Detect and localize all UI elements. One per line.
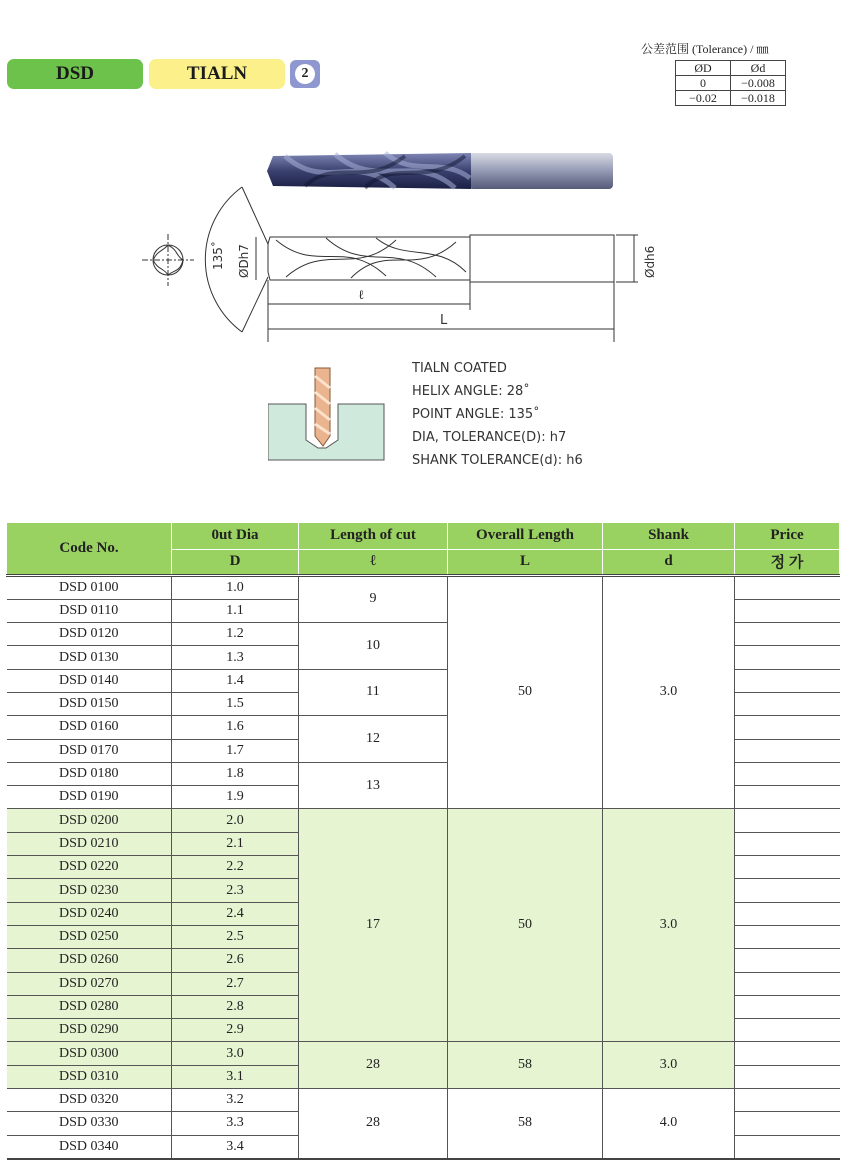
price-cell	[735, 1019, 840, 1042]
price-cell	[735, 879, 840, 902]
dia-cell: 2.4	[172, 902, 299, 925]
cut-cell: 28	[299, 1089, 448, 1159]
dia-cell: 3.0	[172, 1042, 299, 1065]
dia-cell: 2.6	[172, 949, 299, 972]
overall-length-label: L	[440, 313, 448, 328]
code-cell: DSD 0160	[7, 716, 172, 739]
price-cell	[735, 692, 840, 715]
dia-cell: 3.3	[172, 1112, 299, 1135]
dia-cell: 2.8	[172, 995, 299, 1018]
dia-cell: 2.0	[172, 809, 299, 832]
code-cell: DSD 0180	[7, 762, 172, 785]
dia-cell: 1.8	[172, 762, 299, 785]
shank-label: Ødh6	[643, 245, 657, 278]
workpiece-illustration	[268, 366, 386, 462]
price-cell	[735, 646, 840, 669]
code-cell: DSD 0110	[7, 599, 172, 622]
dia-label: ØDh7	[237, 244, 251, 278]
dia-cell: 2.3	[172, 879, 299, 902]
tolerance-caption: 公差范围 (Tolerance) / ㎜	[641, 42, 769, 56]
col-header-shank: Shank	[603, 523, 735, 550]
code-cell: DSD 0300	[7, 1042, 172, 1065]
badge-number: 2	[295, 64, 315, 84]
code-cell: DSD 0340	[7, 1135, 172, 1159]
cut-cell: 10	[299, 623, 448, 670]
col-header-overall: Overall Length	[448, 523, 603, 550]
price-cell	[735, 995, 840, 1018]
code-cell: DSD 0310	[7, 1065, 172, 1088]
spec-item: POINT ANGLE: 135˚	[412, 407, 540, 422]
price-cell	[735, 1112, 840, 1135]
overall-cell: 58	[448, 1042, 603, 1089]
col-sym-cut: ℓ	[299, 549, 448, 575]
price-cell	[735, 762, 840, 785]
col-header-code: Code No.	[7, 523, 172, 576]
price-cell	[735, 972, 840, 995]
price-cell	[735, 1065, 840, 1088]
code-cell: DSD 0280	[7, 995, 172, 1018]
spec-list	[412, 357, 583, 472]
series-tag: DSD	[7, 59, 143, 89]
code-cell: DSD 0100	[7, 575, 172, 599]
table-row	[7, 809, 840, 832]
table-row	[7, 1089, 840, 1112]
number-badge	[290, 60, 320, 88]
code-cell: DSD 0150	[7, 692, 172, 715]
overall-cell: 58	[448, 1089, 603, 1159]
dia-cell: 1.0	[172, 575, 299, 599]
dia-cell: 1.6	[172, 716, 299, 739]
cut-cell: 13	[299, 762, 448, 809]
dia-cell: 1.7	[172, 739, 299, 762]
shank-cell: 3.0	[603, 809, 735, 1042]
code-cell: DSD 0140	[7, 669, 172, 692]
price-cell	[735, 1089, 840, 1112]
tol-header-D: ØD	[676, 61, 731, 76]
shank-cell: 3.0	[603, 1042, 735, 1089]
price-cell	[735, 623, 840, 646]
cut-cell: 12	[299, 716, 448, 763]
col-sym-overall: L	[448, 549, 603, 575]
code-cell: DSD 0170	[7, 739, 172, 762]
dia-cell: 1.5	[172, 692, 299, 715]
code-cell: DSD 0200	[7, 809, 172, 832]
dia-cell: 3.4	[172, 1135, 299, 1159]
cut-cell: 17	[299, 809, 448, 1042]
dia-cell: 1.3	[172, 646, 299, 669]
overall-cell: 50	[448, 809, 603, 1042]
spec-item: SHANK TOLERANCE(d): h6	[412, 453, 583, 468]
price-cell	[735, 902, 840, 925]
code-cell: DSD 0240	[7, 902, 172, 925]
code-cell: DSD 0190	[7, 786, 172, 809]
product-table	[6, 522, 840, 1160]
dia-cell: 3.2	[172, 1089, 299, 1112]
dia-cell: 2.1	[172, 832, 299, 855]
price-cell	[735, 599, 840, 622]
dia-cell: 1.2	[172, 623, 299, 646]
tol-header-d: Ød	[731, 61, 786, 76]
price-cell	[735, 925, 840, 948]
dia-cell: 1.9	[172, 786, 299, 809]
cut-cell: 11	[299, 669, 448, 716]
price-cell	[735, 739, 840, 762]
spec-item: DIA, TOLERANCE(D): h7	[412, 430, 567, 445]
code-cell: DSD 0250	[7, 925, 172, 948]
dia-cell: 1.4	[172, 669, 299, 692]
overall-cell: 50	[448, 575, 603, 809]
dia-cell: 1.1	[172, 599, 299, 622]
tol-cell: −0.018	[731, 91, 786, 106]
tol-cell: 0	[676, 76, 731, 91]
table-row	[7, 1042, 840, 1065]
price-cell	[735, 716, 840, 739]
spec-item: HELIX ANGLE: 28˚	[412, 384, 530, 399]
code-cell: DSD 0120	[7, 623, 172, 646]
price-cell	[735, 786, 840, 809]
col-header-cut: Length of cut	[299, 523, 448, 550]
dia-cell: 2.9	[172, 1019, 299, 1042]
cut-cell: 9	[299, 575, 448, 623]
code-cell: DSD 0220	[7, 856, 172, 879]
cut-cell: 28	[299, 1042, 448, 1089]
price-cell	[735, 809, 840, 832]
dia-cell: 2.2	[172, 856, 299, 879]
shank-cell: 4.0	[603, 1089, 735, 1159]
price-cell	[735, 1135, 840, 1159]
col-sym-dia: D	[172, 549, 299, 575]
col-sym-price: 정 가	[735, 549, 840, 575]
angle-label: 135˚	[211, 241, 225, 270]
price-cell	[735, 856, 840, 879]
spec-item: TIALN COATED	[412, 361, 507, 376]
code-cell: DSD 0210	[7, 832, 172, 855]
col-header-dia: 0ut Dia	[172, 523, 299, 550]
col-sym-shank: d	[603, 549, 735, 575]
coating-tag: TIALN	[149, 59, 285, 89]
code-cell: DSD 0260	[7, 949, 172, 972]
code-cell: DSD 0270	[7, 972, 172, 995]
tol-cell: −0.02	[676, 91, 731, 106]
code-cell: DSD 0130	[7, 646, 172, 669]
price-cell	[735, 1042, 840, 1065]
price-cell	[735, 669, 840, 692]
code-cell: DSD 0330	[7, 1112, 172, 1135]
code-cell: DSD 0230	[7, 879, 172, 902]
table-row	[7, 575, 840, 599]
price-cell	[735, 832, 840, 855]
price-cell	[735, 575, 840, 599]
col-header-price: Price	[735, 523, 840, 550]
tolerance-table	[675, 60, 786, 106]
code-cell: DSD 0320	[7, 1089, 172, 1112]
price-cell	[735, 949, 840, 972]
tol-cell: −0.008	[731, 76, 786, 91]
shank-cell: 3.0	[603, 575, 735, 809]
dia-cell: 2.5	[172, 925, 299, 948]
dia-cell: 3.1	[172, 1065, 299, 1088]
dia-cell: 2.7	[172, 972, 299, 995]
cut-length-label: ℓ	[358, 288, 365, 303]
technical-drawing	[136, 182, 666, 347]
code-cell: DSD 0290	[7, 1019, 172, 1042]
